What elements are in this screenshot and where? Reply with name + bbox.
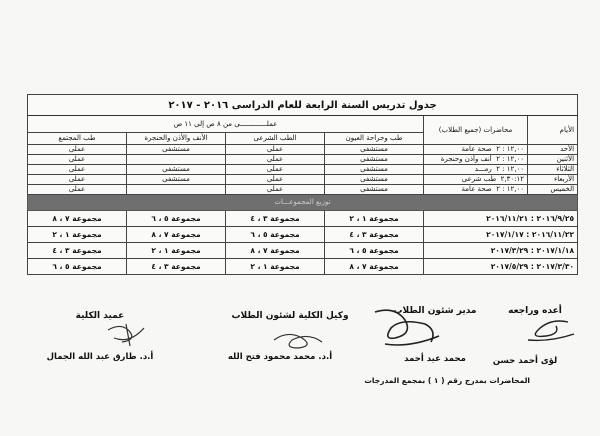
- signature-mark-dean: [100, 320, 150, 350]
- lecture-cell: [424, 175, 528, 185]
- day-row: [28, 185, 578, 195]
- lecture-time: ١٢,٠٠ : ٢: [496, 185, 525, 193]
- day-name: الأحد: [528, 145, 578, 155]
- forensic-cell: عملى: [226, 185, 325, 195]
- days-header: الأيام: [528, 116, 578, 145]
- lecture-subject: رمـــد: [474, 165, 492, 173]
- col-header-ent: الأنف والأذن والحنجرة: [127, 133, 226, 145]
- lecture-time: ١٢,٠٠ : ٢: [496, 145, 525, 153]
- day-row: [28, 165, 578, 175]
- community-cell: عملى: [28, 155, 127, 165]
- community-cell: عملى: [28, 165, 127, 175]
- lecture-hall-note: المحاضرات بمدرج رقم ( ١ ) بمجمع المدرجات: [364, 376, 530, 385]
- ent-cell: [127, 185, 226, 195]
- prepared-by-title: أعده وراجعه: [508, 306, 562, 316]
- day-row: [28, 145, 578, 155]
- ent-cell: مستشفى: [127, 165, 226, 175]
- rotation-group: مجموعة ٥ ، ٦: [226, 227, 325, 243]
- rotation-row: [28, 259, 578, 275]
- timetable: [27, 94, 578, 275]
- rotation-row: [28, 211, 578, 227]
- lecture-cell: [424, 155, 528, 165]
- lecture-time: ٢,٣٠:١٢: [500, 175, 525, 183]
- forensic-cell: عملى: [226, 165, 325, 175]
- day-row: [28, 175, 578, 185]
- rotation-group: مجموعة ٧ ، ٨: [226, 243, 325, 259]
- groups-divider: توزيع المجموعـــات: [28, 195, 578, 211]
- lecture-subject: أنف وأذن وحنجرة: [440, 155, 492, 163]
- ophthalmology-cell: مستشفى: [325, 155, 424, 165]
- rotation-group: مجموعة ٧ ، ٨: [325, 259, 424, 275]
- rotation-row: [28, 243, 578, 259]
- rotation-group: مجموعة ٣ ، ٤: [28, 243, 127, 259]
- rotation-group: مجموعة ٣ ، ٤: [325, 227, 424, 243]
- col-header-forensic: الطب الشرعى: [226, 133, 325, 145]
- rotation-group: مجموعة ٧ ، ٨: [28, 211, 127, 227]
- rotation-group: مجموعة ٣ ، ٤: [226, 211, 325, 227]
- lecture-subject: صحة عامة: [461, 185, 492, 193]
- day-row: [28, 155, 578, 165]
- rotation-group: مجموعة ١ ، ٢: [28, 227, 127, 243]
- col-header-ophthalmology: طب وجراحة العيون: [325, 133, 424, 145]
- vice-dean-title: وكيل الكلية لشئون الطلاب: [231, 311, 349, 321]
- lecture-subject: طب شرعى: [461, 175, 497, 183]
- dean-title: عميد الكلية: [75, 311, 125, 321]
- rotation-row: [28, 227, 578, 243]
- forensic-cell: عملى: [226, 155, 325, 165]
- signature-mark-prepared: [520, 316, 580, 344]
- lectures-header: محاضرات (جميع الطلاب): [424, 116, 528, 145]
- student-affairs-name: محمد عيد أحمد: [404, 354, 466, 364]
- lecture-time: ١٢,٠٠ : ٢: [496, 165, 525, 173]
- ent-cell: مستشفى: [127, 175, 226, 185]
- col-header-community: طب المجتمع: [28, 133, 127, 145]
- ophthalmology-cell: مستشفى: [325, 145, 424, 155]
- table-title: جدول تدريس السنة الرابعة للعام الدراسى ٢٠١٦ - ٢٠١٧: [28, 95, 578, 116]
- vice-dean-name: أ.د. محمد محمود فتح الله: [227, 352, 333, 362]
- ophthalmology-cell: مستشفى: [325, 175, 424, 185]
- rotation-group: مجموعة ٥ ، ٦: [28, 259, 127, 275]
- rotation-group: مجموعة ٣ ، ٤: [127, 259, 226, 275]
- rotation-group: مجموعة ٧ ، ٨: [127, 227, 226, 243]
- rotation-dates: ٢٠١٦/١١/٢٢ : ٢٠١٧/١/١٧: [424, 227, 578, 243]
- ophthalmology-cell: مستشفى: [325, 165, 424, 175]
- lecture-cell: [424, 165, 528, 175]
- rotation-group: مجموعة ٥ ، ٦: [127, 211, 226, 227]
- lecture-cell: [424, 185, 528, 195]
- community-cell: عملى: [28, 185, 127, 195]
- rotation-dates: ٢٠١٧/٣/٣٠ : ٢٠١٧/٥/٢٩: [424, 259, 578, 275]
- practical-header: عملـــــــــــــى من ٨ ص إلى ١١ ص: [28, 116, 424, 133]
- lecture-subject: صحة عامة: [461, 145, 492, 153]
- ophthalmology-cell: مستشفى: [325, 185, 424, 195]
- rotation-group: مجموعة ٥ ، ٦: [325, 243, 424, 259]
- rotation-dates: ٢٠١٦/٩/٢٥ : ٢٠١٦/١١/٢١: [424, 211, 578, 227]
- lecture-time: ١٢,٠٠ : ٢: [496, 155, 525, 163]
- prepared-by-name: لؤى أحمد حسن: [492, 356, 558, 366]
- forensic-cell: عملى: [226, 145, 325, 155]
- forensic-cell: عملى: [226, 175, 325, 185]
- day-name: الأربعاء: [528, 175, 578, 185]
- day-name: الثلاثاء: [528, 165, 578, 175]
- community-cell: عملى: [28, 175, 127, 185]
- signature-mark-affairs: [365, 304, 445, 350]
- day-name: الأثنين: [528, 155, 578, 165]
- rotation-group: مجموعة ١ ، ٢: [325, 211, 424, 227]
- ent-cell: [127, 155, 226, 165]
- rotation-group: مجموعة ١ ، ٢: [127, 243, 226, 259]
- day-name: الخميس: [528, 185, 578, 195]
- ent-cell: مستشفى: [127, 145, 226, 155]
- dean-name: أ.د. طارق عبد الله الجمال: [46, 352, 154, 362]
- community-cell: عملى: [28, 145, 127, 155]
- signature-mark-vice: [268, 326, 328, 354]
- student-affairs-title: مدير شئون الطلاب: [393, 306, 477, 316]
- rotation-dates: ٢٠١٧/١/١٨ : ٢٠١٧/٣/٢٩: [424, 243, 578, 259]
- rotation-group: مجموعة ١ ، ٢: [226, 259, 325, 275]
- lecture-cell: [424, 145, 528, 155]
